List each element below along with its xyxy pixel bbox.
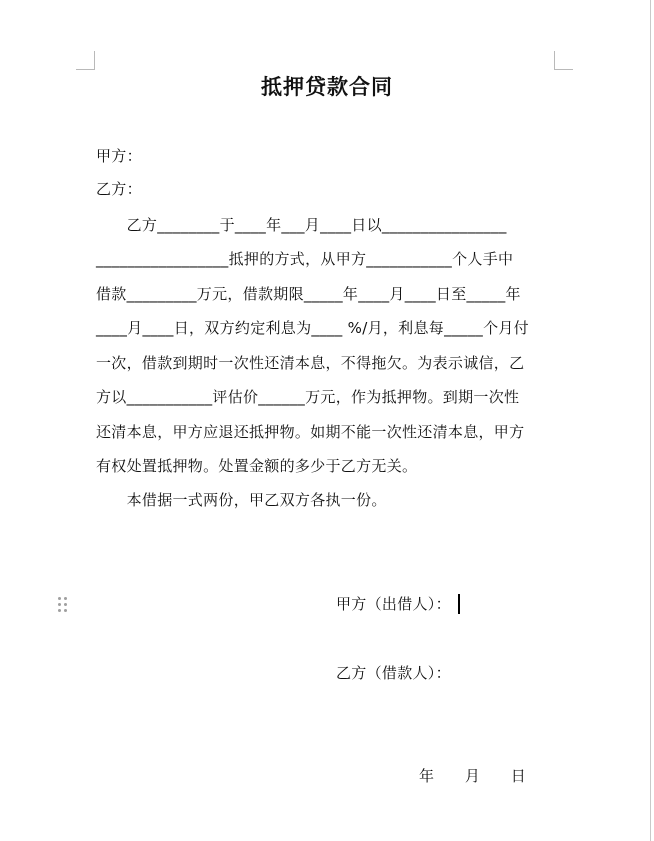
body-line-3[interactable]: 借款_________万元，借款期限_____年____月____日至_____年 [96,285,521,303]
signature-borrower-label[interactable]: 乙方（借款人）： [336,664,451,682]
body-line-8[interactable]: 有权处置抵押物。处置金额的多少于乙方无关。 [96,457,418,475]
body-line-2[interactable]: _________________抵押的方式，从甲方___________个人手中 [96,250,514,268]
party-a-label[interactable]: 甲方： [96,147,142,165]
page-edge-rule [650,0,651,841]
date-line[interactable]: 年 月 日 [419,767,527,785]
text-cursor [458,594,460,614]
margin-corner-mark-top-left [76,51,95,70]
margin-corner-mark-top-right [554,51,573,70]
signature-lender-label[interactable]: 甲方（出借人）： [336,595,451,613]
body-line-7[interactable]: 还清本息，甲方应退还抵押物。如期不能一次性还清本息，甲方 [96,423,525,441]
drag-handle-icon[interactable] [57,596,69,612]
body-line-4[interactable]: ____月____日，双方约定利息为____ %/月，利息每_____个月付 [96,319,529,337]
body-line-1[interactable]: 乙方________于____年___月____日以________________ [96,216,507,234]
document-title[interactable]: 抵押贷款合同 [261,74,393,99]
party-b-label[interactable]: 乙方： [96,180,142,198]
body-line-6[interactable]: 方以___________评估价______万元，作为抵押物。到期一次性 [96,388,520,406]
body-line-9[interactable]: 本借据一式两份，甲乙双方各执一份。 [96,491,387,509]
body-line-5[interactable]: 一次，借款到期时一次性还清本息，不得拖欠。为表示诚信，乙 [96,354,525,372]
